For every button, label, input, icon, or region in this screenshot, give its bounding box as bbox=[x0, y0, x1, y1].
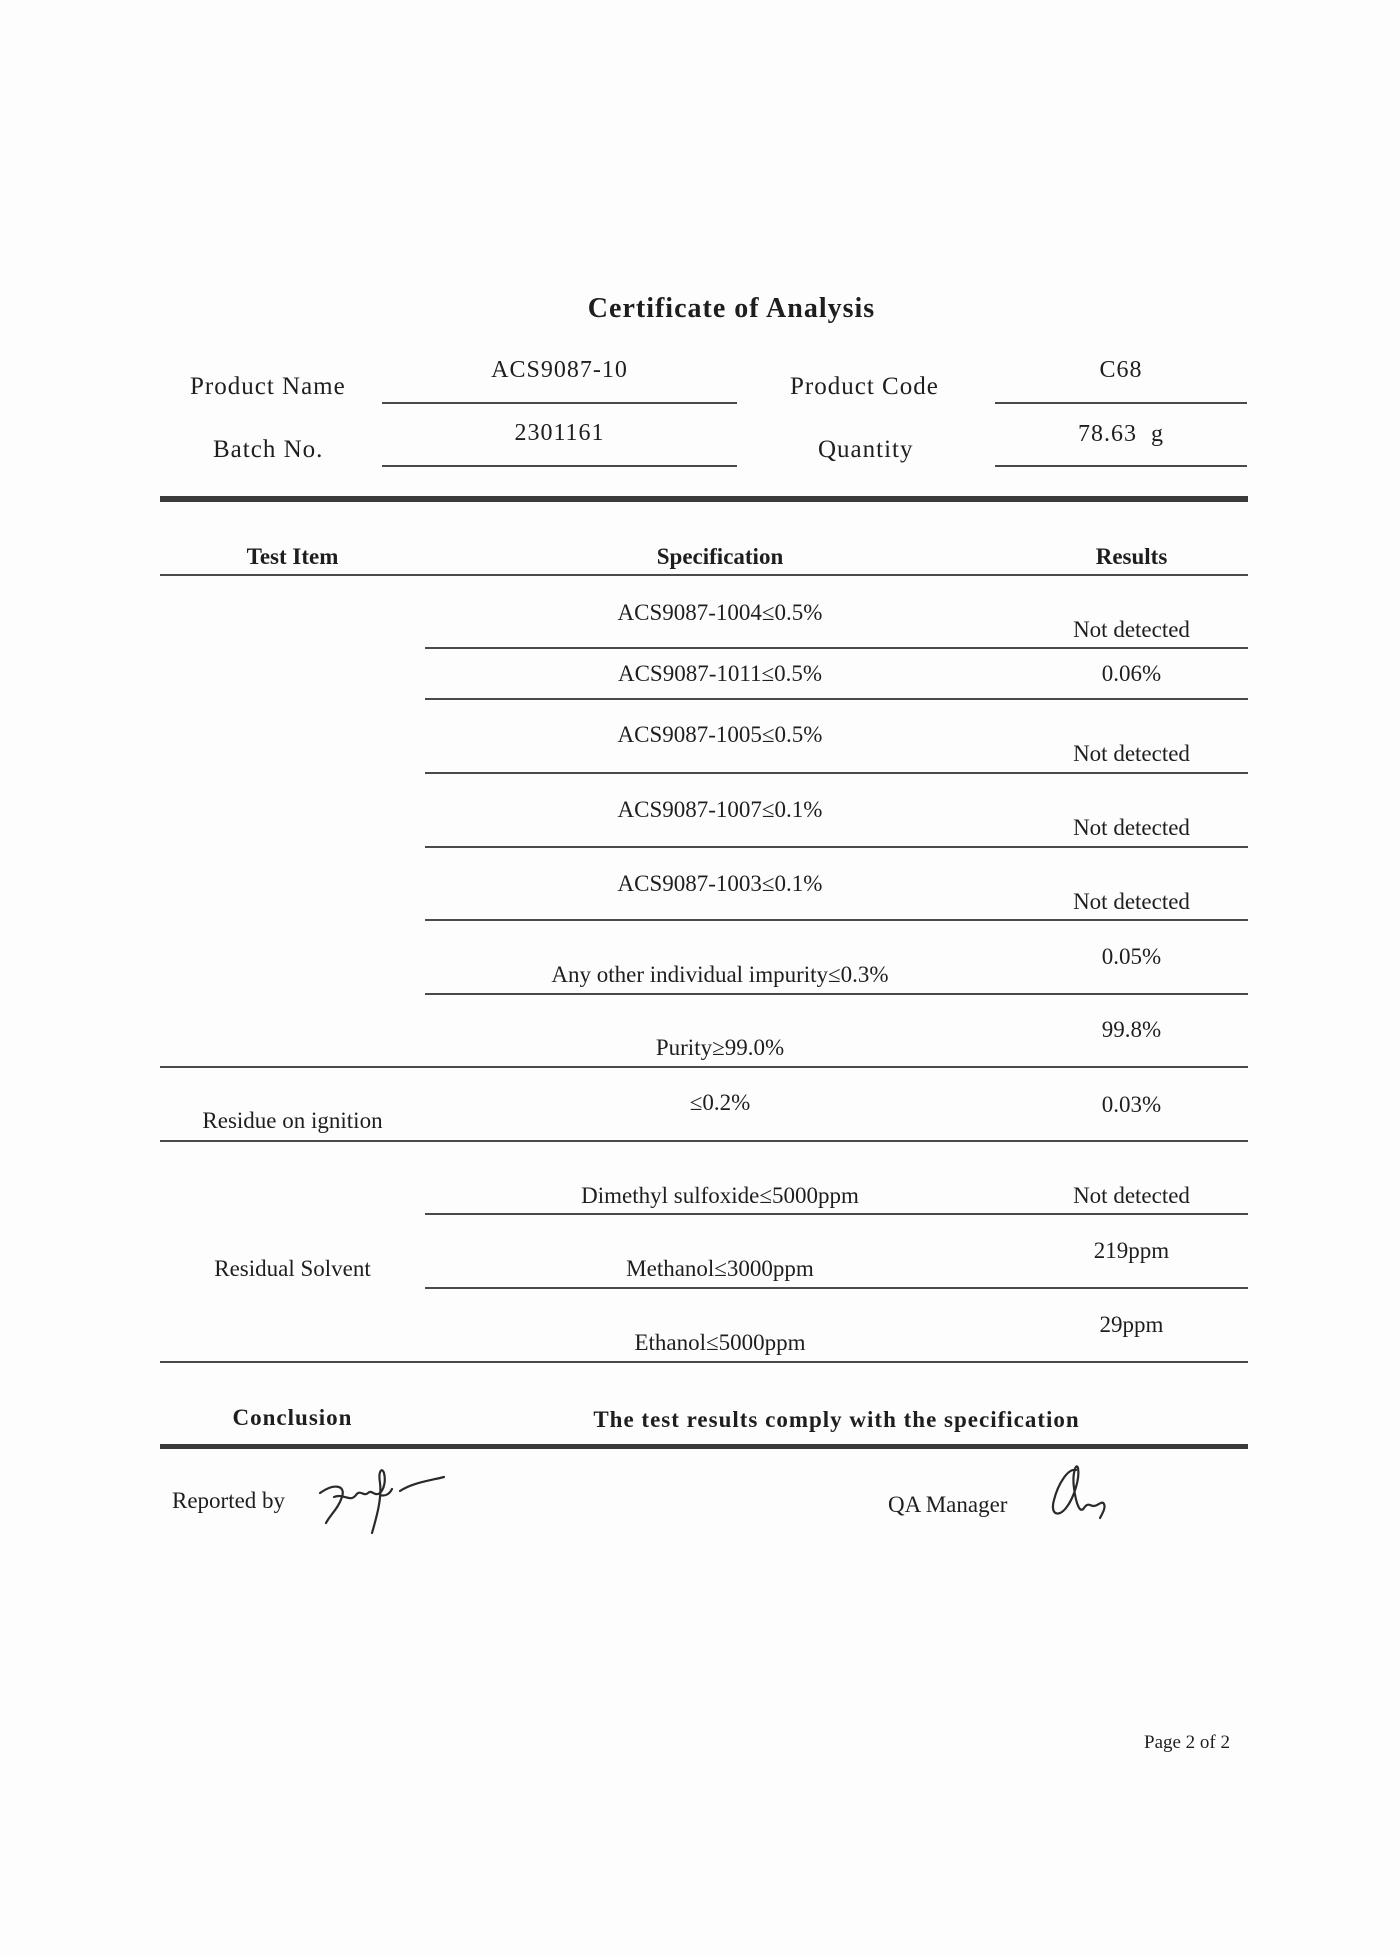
batch-value: 2301161 bbox=[514, 420, 605, 446]
result-cell: Not detected bbox=[1073, 741, 1190, 766]
spec-cell: Ethanol≤5000ppm bbox=[634, 1330, 806, 1355]
table-head-rule bbox=[160, 574, 1248, 576]
result-cell: 0.05% bbox=[1101, 944, 1162, 969]
row-rule bbox=[425, 993, 1248, 995]
quantity-value: 78.63 g bbox=[1078, 421, 1164, 447]
row-rule bbox=[425, 1287, 1248, 1289]
result-cell: 219ppm bbox=[1093, 1238, 1170, 1263]
result-cell: 29ppm bbox=[1099, 1312, 1164, 1337]
spec-cell: Methanol≤3000ppm bbox=[626, 1256, 814, 1281]
col-head-test-item: Test Item bbox=[246, 544, 339, 569]
conclusion-rule bbox=[160, 1444, 1248, 1449]
spec-cell: Purity≥99.0% bbox=[655, 1035, 785, 1060]
spec-cell: ACS9087-1004≤0.5% bbox=[617, 600, 823, 625]
conclusion-label: Conclusion bbox=[232, 1405, 353, 1430]
result-cell: 0.06% bbox=[1101, 661, 1162, 686]
row-rule bbox=[425, 1213, 1248, 1215]
spec-cell: ACS9087-1011≤0.5% bbox=[617, 661, 823, 686]
result-cell: Not detected bbox=[1073, 815, 1190, 840]
product-code-underline bbox=[995, 402, 1247, 404]
result-cell: 0.03% bbox=[1101, 1092, 1162, 1117]
reported-by-label: Reported by bbox=[172, 1488, 286, 1513]
section-rule bbox=[160, 1140, 1248, 1142]
result-cell: 99.8% bbox=[1101, 1017, 1162, 1042]
qa-manager-label: QA Manager bbox=[888, 1492, 1008, 1517]
test-item-residual-solvent: Residual Solvent bbox=[214, 1256, 371, 1281]
spec-cell: ≤0.2% bbox=[689, 1090, 751, 1115]
quantity-underline bbox=[995, 465, 1247, 467]
test-item-residue-on-ignition: Residue on ignition bbox=[202, 1108, 383, 1133]
reporter-signature bbox=[312, 1463, 452, 1539]
qa-manager-signature bbox=[1046, 1460, 1116, 1528]
col-head-specification: Specification bbox=[656, 544, 784, 569]
product-name-label: Product Name bbox=[190, 373, 346, 400]
product-code-value: C68 bbox=[1099, 357, 1143, 383]
spec-cell: ACS9087-1007≤0.1% bbox=[617, 797, 823, 822]
row-rule bbox=[425, 698, 1248, 700]
row-rule bbox=[425, 846, 1248, 848]
result-cell: Not detected bbox=[1073, 889, 1190, 914]
conclusion-text: The test results comply with the specification bbox=[593, 1407, 1080, 1432]
quantity-label: Quantity bbox=[818, 436, 914, 463]
spec-cell: ACS9087-1005≤0.5% bbox=[617, 722, 823, 747]
section-rule bbox=[160, 1066, 1248, 1068]
batch-underline bbox=[382, 465, 737, 467]
result-cell: Not detected bbox=[1073, 617, 1190, 642]
spec-cell: Dimethyl sulfoxide≤5000ppm bbox=[581, 1183, 859, 1208]
page-number: Page 2 of 2 bbox=[1144, 1732, 1231, 1753]
product-name-value: ACS9087-10 bbox=[491, 357, 628, 383]
result-cell: Not detected bbox=[1073, 1183, 1190, 1208]
document-title: Certificate of Analysis bbox=[587, 293, 876, 324]
spec-cell: ACS9087-1003≤0.1% bbox=[617, 871, 823, 896]
row-rule bbox=[425, 647, 1248, 649]
row-rule bbox=[425, 772, 1248, 774]
section-rule bbox=[160, 1361, 1248, 1363]
header-separator bbox=[160, 496, 1248, 502]
spec-cell: Any other individual impurity≤0.3% bbox=[551, 962, 889, 987]
batch-label: Batch No. bbox=[213, 436, 324, 463]
product-code-label: Product Code bbox=[790, 373, 939, 400]
col-head-results: Results bbox=[1095, 544, 1168, 569]
product-name-underline bbox=[382, 402, 737, 404]
row-rule bbox=[425, 919, 1248, 921]
